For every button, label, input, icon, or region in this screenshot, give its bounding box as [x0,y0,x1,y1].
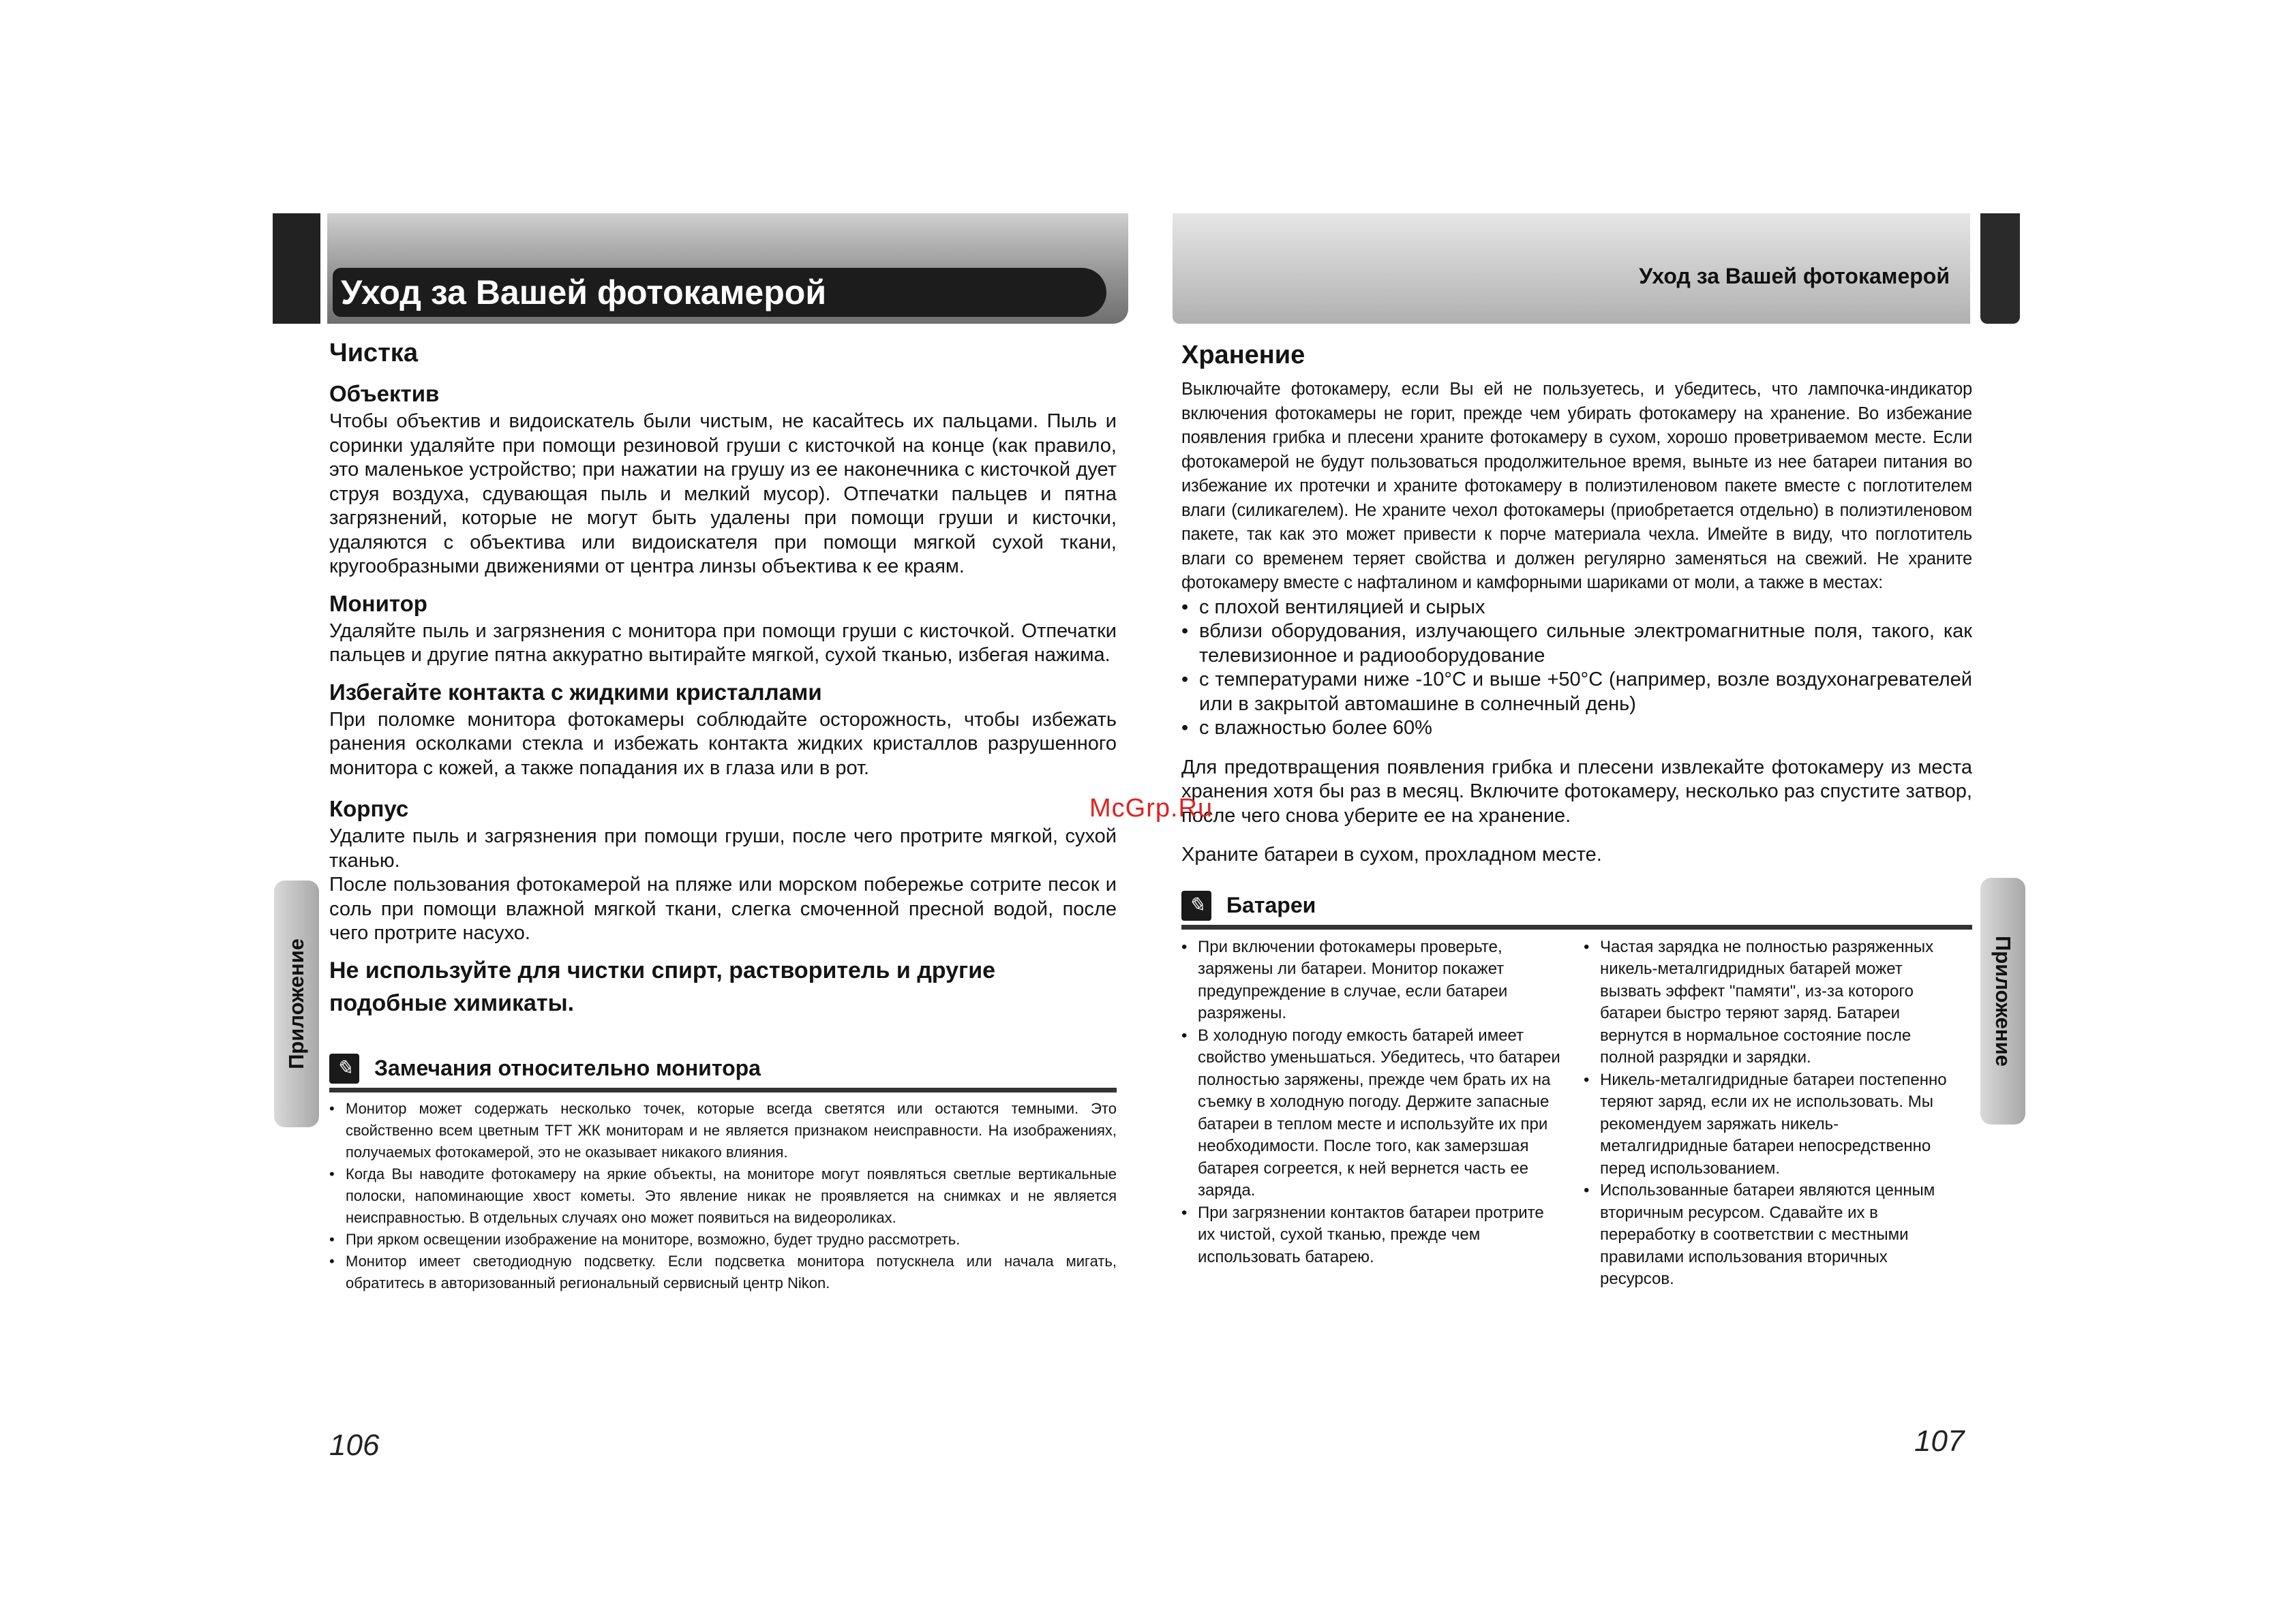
storage-places-list [1181,596,1972,741]
left-content [329,337,1117,1294]
battery-note-header [1181,891,1972,921]
list-item: • Монитор имеет светодиодную подсветку. Если подсветка монитора потускнела или начала мигать, обратитесь в авторизованный региональный сервисный центр Nikon. [329,1251,1117,1294]
list-item: • Никель-металгидридные батареи постепенно теряют заряд, если их не использовать. Мы рекомендуем заряжать никель-металгидридные батареи непосредственно перед использованием. [1584,1069,1965,1180]
right-appendix-tab [1980,878,2025,1125]
monitor-note-header [329,1054,1117,1084]
body-heading: Корпус [329,796,409,821]
mold-prevention-text: Для предотвращения появления грибка и плесени извлекайте фотокамеру из места хранения хотя бы раз в месяц. Включите фотокамеру, несколько раз спустите затвор, после чего снова уберите ее на хранение. [1181,756,1972,827]
left-header-black-bar [273,213,320,324]
monitor-note-rule [329,1088,1117,1092]
battery-note-col-1 [1181,936,1563,1291]
section-title-storage: Хранение [1181,341,1305,369]
list-item: • с влажностью более 60% [1181,716,1972,741]
list-item: • вблизи оборудования, излучающего сильные электромагнитные поля, такого, как телевизионное и радиооборудование [1181,620,1972,668]
list-item: • При ярком освещении изображение на мониторе, возможно, будет трудно рассмотреть. [329,1229,1117,1251]
right-header-title: Уход за Вашей фотокамерой [1639,264,1950,288]
list-item: • Частая зарядка не полностью разряженных никель-металгидридных батарей может вызвать эффект "памяти", из-за которого батареи быстро теряют заряд. Батареи вернутся в нормальное состояние после полной разрядки и зарядки. [1584,936,1965,1069]
list-item: • При включении фотокамеры проверьте, заряжены ли батареи. Монитор покажет предупреждение в случае, если батареи разряжены. [1181,936,1563,1025]
monitor-note [329,1054,1117,1294]
battery-note [1181,891,1972,1291]
lens-text: Чтобы объектив и видоискатель были чистым, не касайтесь их пальцами. Пыль и соринки удаляйте при помощи резиновой груши с кисточкой на конце (как правило, это маленькое устройство; при нажатии на грушу из ее наконечника с кисточкой дует струя воздуха, сдувающая пыль и мелкий мусор). Отпечатки пальцев и пятна загрязнений, которые не могут быть удалены при помощи груши и кисточки, удаляются с объектива или видоискателя при помощи мягкой сухой ткани, кругообразными движениями от центра линзы объектива к ее краям. [329,410,1117,577]
chemicals-warning: Не используйте для чистки спирт, растворитель и другие подобные химикаты. [329,957,996,1016]
battery-storage-text: Храните батареи в сухом, прохладном месте. [1181,844,1602,866]
list-item: • Когда Вы наводите фотокамеру на яркие объекты, на мониторе могут появляться светлые вертикальные полоски, напоминающие хвост кометы. Это явление никак не проявляется на снимках и не является неисправностью. В отдельных случаях оно может появиться на видеороликах. [329,1163,1117,1229]
battery-note-rule [1181,925,1972,930]
crystals-text: При поломке монитора фотокамеры соблюдайте осторожность, чтобы избежать ранения осколками стекла и избежать контакта жидких кристаллов разрушенного монитора с кожей, а также попадания их в глаза или в рот. [329,708,1117,779]
monitor-note-list [329,1098,1117,1294]
left-page-number: 106 [329,1428,380,1462]
crystals-heading: Избегайте контакта с жидкими кристаллами [329,679,822,705]
list-item: • Монитор может содержать несколько точек, которые всегда светятся или остаются темными. Это свойственно всем цветным TFT ЖК мониторам и не является признаком неисправности. На изображениях, получаемых фотокамерой, это не оказывает никакого влияния. [329,1098,1117,1163]
battery-note-columns [1181,936,1972,1291]
list-item: • При загрязнении контактов батареи протрите их чистой, сухой тканью, прежде чем использовать батарею. [1181,1202,1563,1269]
monitor-text: Удаляйте пыль и загрязнения с монитора при помощи груши с кисточкой. Отпечатки пальцев и другие пятна аккуратно вытирайте мягкой, сухой тканью, избегая нажима. [329,620,1117,666]
monitor-note-title: Замечания относительно монитора [374,1056,761,1080]
body-text-2: После пользования фотокамерой на пляже или морском побережье сотрите песок и соль при помощи влажной мягкой ткани, слегка смоченной пресной водой, после чего протрите насухо. [329,874,1117,944]
section-title-cleaning: Чистка [329,339,418,367]
left-appendix-tab [274,881,319,1127]
storage-intro: Выключайте фотокамеру, если Вы ей не пользуетесь, и убедитесь, что лампочка-индикатор включения фотокамеры не горит, прежде чем убирать фотокамеру на хранение. Во избежание появления грибка и плесени храните фотокамеру в сухом, хорошо проветриваемом месте. Если фотокамерой не будут пользоваться продолжительное время, выньте из нее батареи питания во избежание их протечки и храните фотокамеру в полиэтиленовом пакете вместе с поглотителем влаги (силикагелем). Не храните чехол фотокамеры (приобретается отдельно) в полиэтиленовом пакете, так как это может привести к порче материала чехла. Имейте в виду, что поглотитель влаги со временем теряет свойства и должен регулярно заменяться на свежий. Не храните фотокамеру вместе с нафталином и камфорными шариками от моли, а также в местах: [1181,380,1972,592]
list-item: • Использованные батареи являются ценным вторичным ресурсом. Сдавайте их в переработку в соответствии с местными правилами использования вторичных ресурсов. [1584,1180,1965,1291]
body-text-1: Удалите пыль и загрязнения при помощи груши, после чего протрите мягкой, сухой тканью. [329,825,1117,872]
battery-note-col-2 [1584,936,1965,1291]
lens-heading: Объектив [329,381,440,406]
watermark-text: McGrp.Ru [1089,794,1213,823]
note-pencil-icon: ✎ [329,1054,359,1084]
battery-note-title: Батареи [1226,893,1316,917]
monitor-heading: Монитор [329,590,427,616]
note-pencil-icon: ✎ [1181,891,1211,921]
list-item: • В холодную погоду емкость батарей имеет свойство уменьшаться. Убедитесь, что батареи полностью заряжены, прежде чем брать их на съемку в холодную погоду. Держите запасные батареи в теплом месте и используйте их при необходимости. После того, как замерзшая батарея согреется, к ней вернется часть ее заряда. [1181,1025,1563,1202]
list-item: • с температурами ниже -10°C и выше +50°C (например, возле воздухонагревателей или в закрытой автомашине в солнечный день) [1181,668,1972,716]
right-appendix-tab-label: Приложение [1991,936,2015,1067]
right-content [1181,339,1972,1291]
list-item: • с плохой вентиляцией и сырых [1181,596,1972,620]
right-header-black-bar [1980,213,2020,324]
right-page-number: 107 [1914,1424,1965,1458]
left-appendix-tab-label: Приложение [284,938,308,1069]
left-header-title: Уход за Вашей фотокамерой [341,273,827,311]
